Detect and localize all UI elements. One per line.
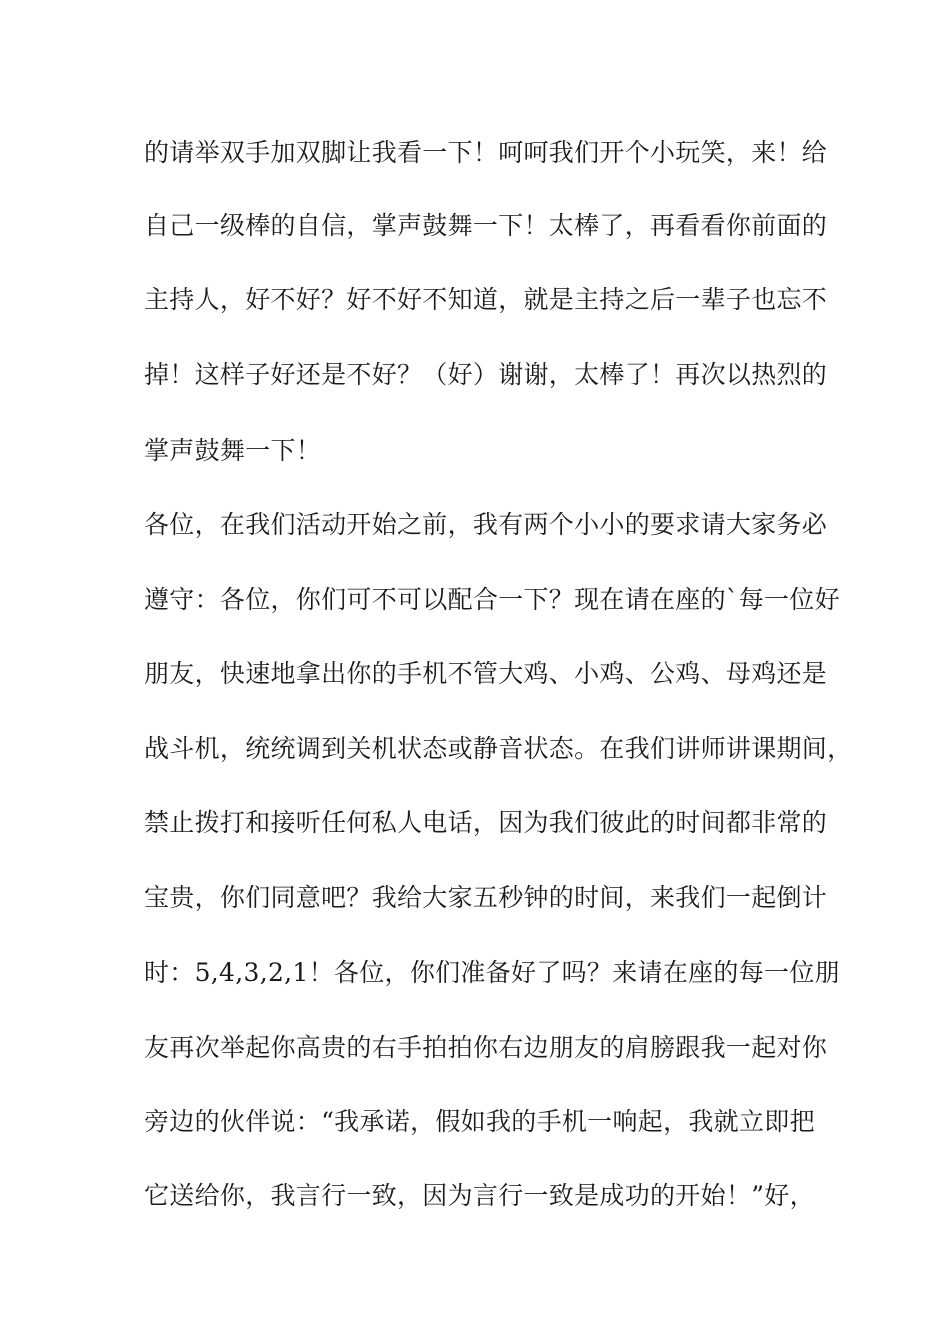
text-line: 旁边的伙伴说：“我承诺，假如我的手机一响起，我就立即把	[144, 1107, 815, 1136]
text-line: 各位，在我们活动开始之前，我有两个小小的要求请大家务必	[144, 510, 828, 539]
text-line: 友再次举起你高贵的右手拍拍你右边朋友的肩膀跟我一起对你	[144, 1033, 828, 1062]
text-line: 的请举双手加双脚让我看一下！呵呵我们开个小玩笑，来！给	[144, 138, 828, 167]
text-line: 时：5,4,3,2,1！各位，你们准备好了吗？来请在座的每一位朋	[144, 958, 840, 987]
text-line: 自己一级棒的自信，掌声鼓舞一下！太棒了，再看看你前面的	[144, 211, 828, 240]
text-line: 掌声鼓舞一下！	[144, 436, 322, 465]
text-line: 战斗机，统统调到关机状态或静音状态。在我们讲师讲课期间，	[144, 734, 853, 763]
text-line: 禁止拨打和接听任何私人电话，因为我们彼此的时间都非常的	[144, 808, 828, 837]
text-line: 主持人，好不好？好不好不知道，就是主持之后一辈子也忘不	[144, 285, 828, 314]
text-line: 它送给你，我言行一致，因为言行一致是成功的开始！”好，	[144, 1181, 815, 1210]
text-line: 掉！这样子好还是不好？（好）谢谢，太棒了！再次以热烈的	[144, 360, 828, 389]
text-line: 宝贵，你们同意吧？我给大家五秒钟的时间，来我们一起倒计	[144, 883, 828, 912]
text-line: 遵守：各位，你们可不可以配合一下？现在请在座的`每一位好	[144, 585, 840, 614]
text-line: 朋友，快速地拿出你的手机不管大鸡、小鸡、公鸡、母鸡还是	[144, 659, 828, 688]
